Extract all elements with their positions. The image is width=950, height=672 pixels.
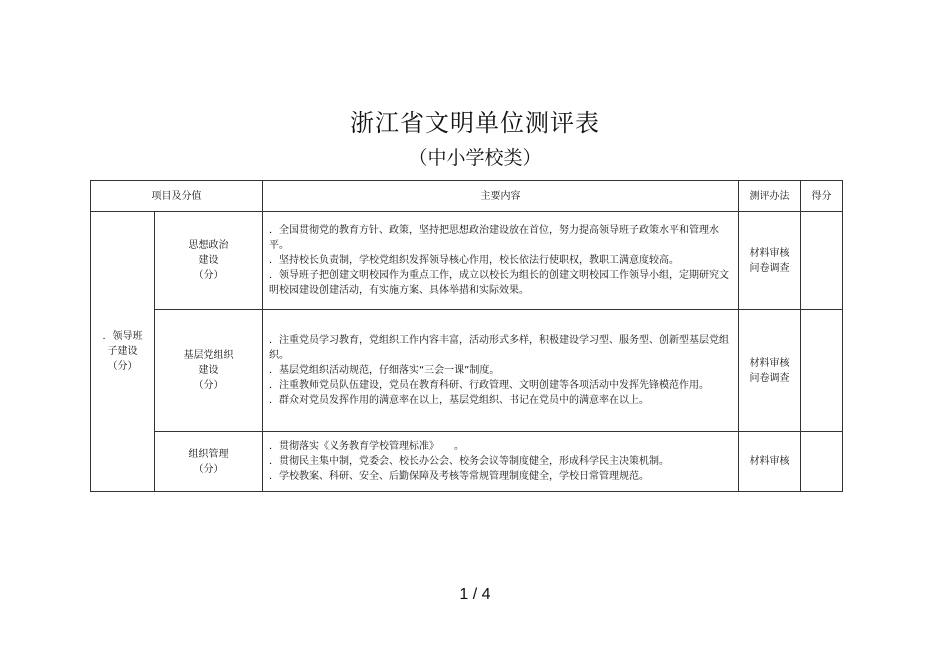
score-cell xyxy=(801,432,843,492)
content-cell xyxy=(263,310,739,432)
content-cell xyxy=(263,432,739,492)
subitem-line: 思想政治 xyxy=(188,240,229,251)
method-cell xyxy=(739,212,801,310)
category-line: 子建设 xyxy=(107,346,138,357)
subitem-cell xyxy=(155,310,263,432)
score-cell xyxy=(801,310,843,432)
subitem-line: 基层党组织 xyxy=(183,350,234,361)
content-item: ．注重党员学习教育，党组织工作内容丰富，活动形式多样，积极建设学习型、服务型、创新型基层党组织。 xyxy=(269,335,729,361)
table-row xyxy=(91,310,843,432)
subitem-line: 建设 xyxy=(198,255,219,266)
document-subtitle: （中小学校类） xyxy=(408,147,542,169)
content-item: ．学校教案、科研、安全、后勤保障及考核等常规管理制度健全，学校日常管理规范。 xyxy=(269,471,649,482)
subitem-line: （分） xyxy=(193,270,224,281)
content-item: ．贯彻民主集中制，党委会、校长办公会、校务会议等制度健全，形成科学民主决策机制。 xyxy=(269,456,669,467)
method-cell xyxy=(739,310,801,432)
evaluation-table xyxy=(90,180,843,492)
content-item: ．领导班子把创建文明校园作为重点工作，成立以校长为组长的创建文明校园工作领导小组，定期研究文明校园建设创建活动，有实施方案、具体举措和实际效果。 xyxy=(269,270,729,296)
method-line: 材料审核 xyxy=(749,357,790,369)
page-number: 1 / 4 xyxy=(459,586,491,603)
header-method: 测评办法 xyxy=(739,181,801,212)
header-item: 项目及分值 xyxy=(91,181,263,212)
category-cell xyxy=(91,212,155,492)
subitem-line: 组织管理 xyxy=(188,448,229,460)
content-item: ．全国贯彻党的教育方针、政策，坚持把思想政治建设放在首位，努力提高领导班子政策水平和管理水平。 xyxy=(269,225,719,251)
content-item: ．贯彻落实《义务教育学校管理标准》 。 xyxy=(269,441,464,452)
document-title: 浙江省文明单位测评表 xyxy=(350,109,600,137)
header-score: 得分 xyxy=(801,181,843,212)
content-item: ．群众对党员发挥作用的满意率在以上，基层党组织、书记在党员中的满意率在以上。 xyxy=(269,395,649,406)
method-line: 问卷调查 xyxy=(749,372,790,384)
header-content: 主要内容 xyxy=(263,181,739,212)
method-line: 材料审核 xyxy=(749,456,790,467)
method-line: 材料审核 xyxy=(749,247,790,259)
subitem-line: （分） xyxy=(193,380,224,391)
category-line: （分） xyxy=(107,361,138,372)
content-item: ．注重教师党员队伍建设，党员在教育科研、行政管理、文明创建等各项活动中发挥先锋模范作用。 xyxy=(269,380,709,391)
category-line: ．领导班 xyxy=(102,331,143,342)
table-row xyxy=(91,212,843,310)
method-cell xyxy=(739,432,801,492)
subitem-cell xyxy=(155,432,263,492)
subitem-cell xyxy=(155,212,263,310)
content-item: ．坚持校长负责制，学校党组织发挥领导核心作用，校长依法行使职权，教职工满意度较高。 xyxy=(269,255,679,266)
score-cell xyxy=(801,212,843,310)
content-cell xyxy=(263,212,739,310)
content-item: ．基层党组织活动规范，仔细落实“三会一课”制度。 xyxy=(269,365,500,376)
table-row xyxy=(91,432,843,492)
subitem-line: 建设 xyxy=(198,365,219,376)
method-line: 问卷调查 xyxy=(749,262,790,274)
subitem-line: （分） xyxy=(193,463,224,475)
table-header-row xyxy=(91,181,843,212)
